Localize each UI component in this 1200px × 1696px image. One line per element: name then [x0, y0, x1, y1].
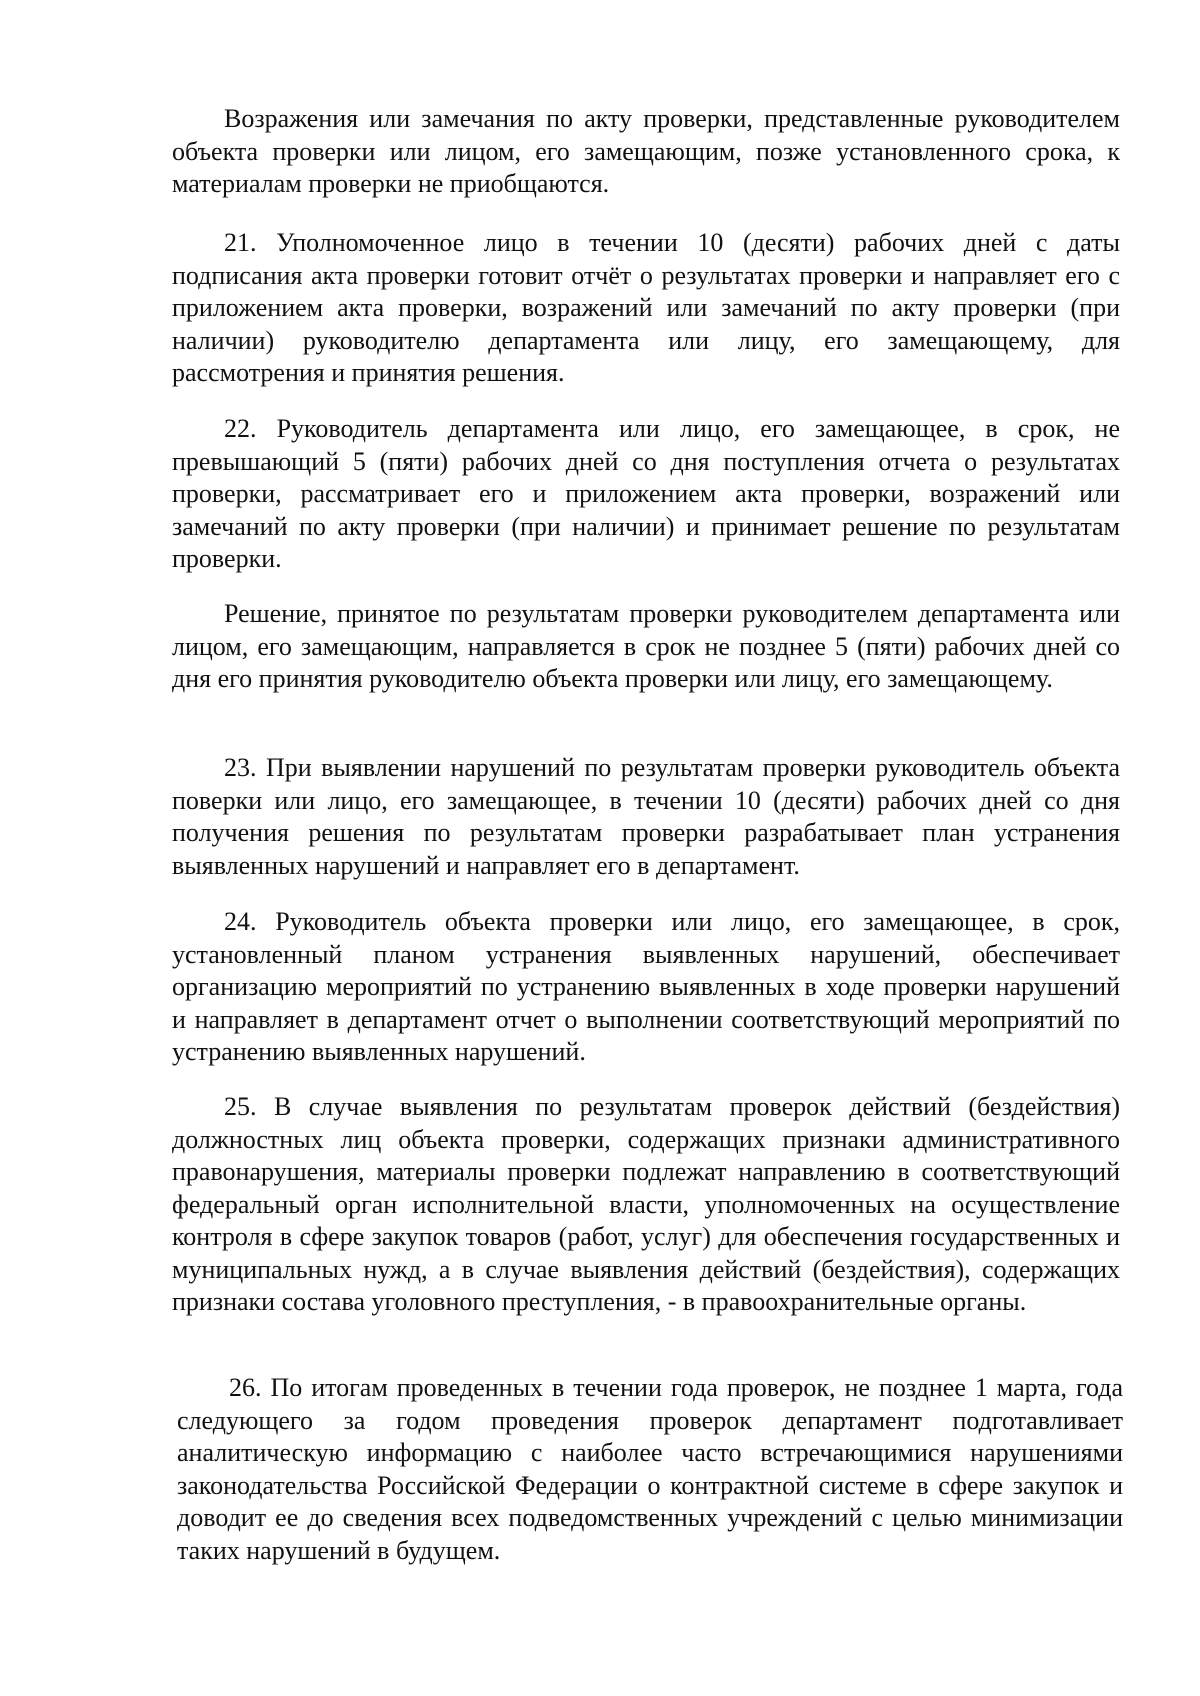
- paragraph-decision: Решение, принятое по результатам проверки руководителем департамента или лицом, его замещающим, направляется в срок не позднее 5 (пяти) рабочих дней со дня его принятия руководителю объекта проверки или лицу, его замещающему.: [172, 599, 1120, 693]
- paragraph-22: 22. Руководитель департамента или лицо, его замещающее, в срок, не превышающий 5 (пяти) рабочих дней со дня поступления отчета о результатах проверки, рассматривает его и приложением акта проверки, возражений или замечаний по акту проверки (при наличии) и принимает решение по результатам проверки.: [172, 414, 1120, 573]
- paragraph-25: 25. В случае выявления по результатам проверок действий (бездействия) должностных лиц объекта проверки, содержащих признаки административного правонарушения, материалы проверки подлежат направлению в соответствующий федеральный орган исполнительной власти, уполномоченных на осуществление контроля в сфере закупок товаров (работ, услуг) для обеспечения государственных и муниципальных нужд, а в случае выявления действий (бездействия), содержащих признаки состава уголовного преступления, - в правоохранительные органы.: [172, 1092, 1120, 1316]
- paragraph-26: 26. По итогам проведенных в течении года проверок, не позднее 1 марта, года следующего за годом проведения проверок департамент подготавливает аналитическую информацию с наиболее часто встречающимися нарушениями законодательства Российской Федерации о контрактной системе в сфере закупок и доводит ее до сведения всех подведомственных учреждений с целью минимизации таких нарушений в будущем.: [177, 1373, 1123, 1565]
- paragraph-23: 23. При выявлении нарушений по результатам проверки руководитель объекта поверки или лицо, его замещающее, в течении 10 (десяти) рабочих дней со дня получения решения по результатам проверки разрабатывает план устранения выявленных нарушений и направляет его в департамент.: [172, 753, 1120, 880]
- paragraph-24: 24. Руководитель объекта проверки или лицо, его замещающее, в срок, установленный планом устранения выявленных нарушений, обеспечивает организацию мероприятий по устранению выявленных в ходе проверки нарушений и направляет в департамент отчет о выполнении соответствующий мероприятий по устранению выявленных нарушений.: [172, 907, 1120, 1066]
- paragraph-21: 21. Уполномоченное лицо в течении 10 (десяти) рабочих дней с даты подписания акта проверки готовит отчёт о результатах проверки и направляет его с приложением акта проверки, возражений или замечаний по акту проверки (при наличии) руководителю департамента или лицу, его замещающему, для рассмотрения и принятия решения.: [172, 228, 1120, 387]
- paragraph-objections-late: Возражения или замечания по акту проверки, представленные руководителем объекта проверки или лицом, его замещающим, позже установленного срока, к материалам проверки не приобщаются.: [172, 104, 1120, 198]
